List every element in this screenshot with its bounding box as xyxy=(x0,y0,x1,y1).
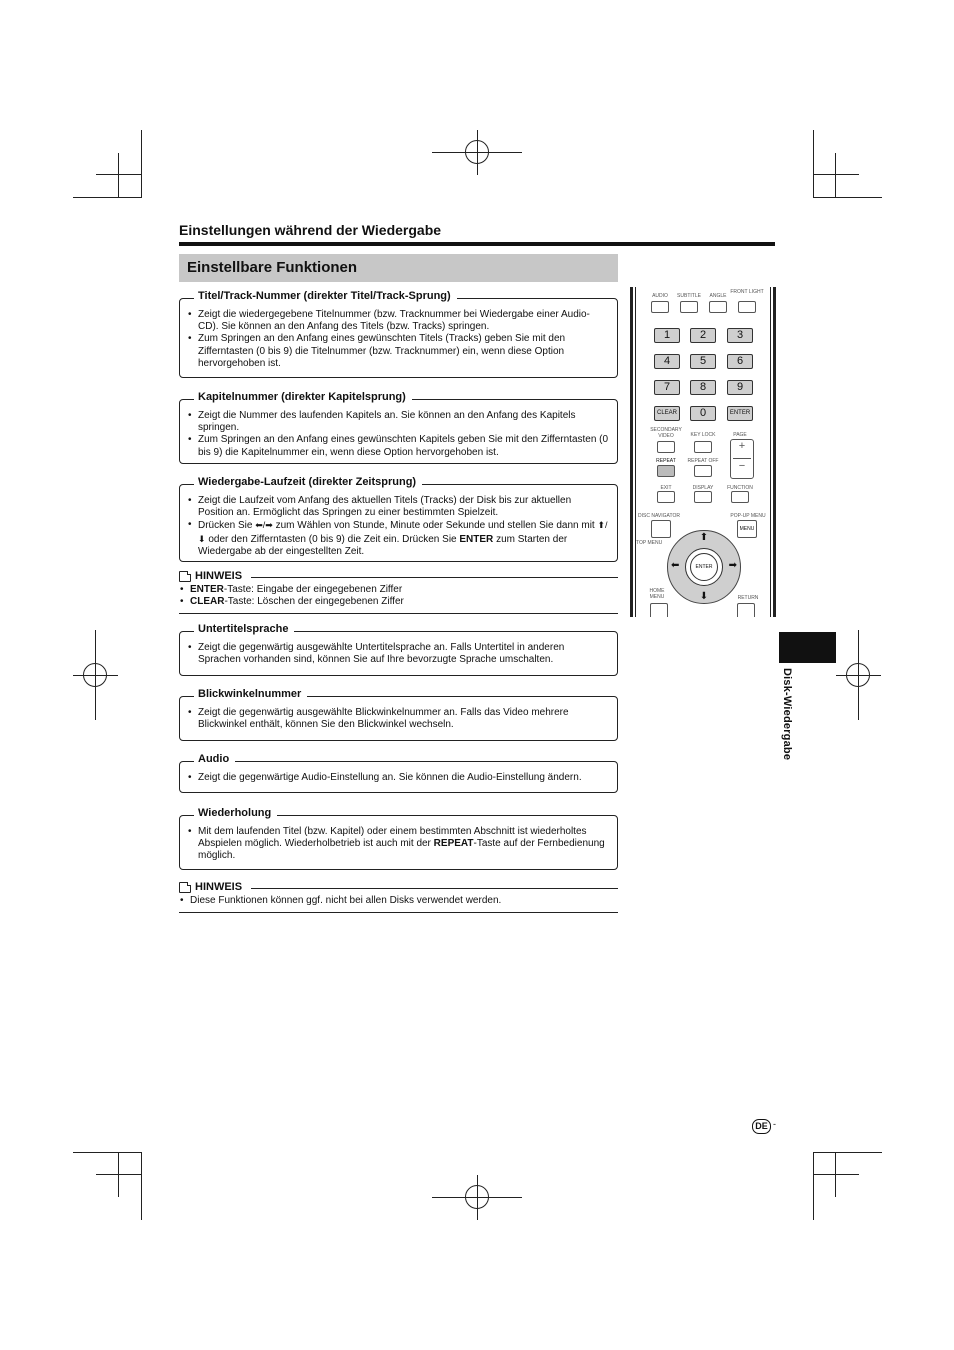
num-key-3: 3 xyxy=(727,328,753,343)
arrow-up-icon: ⬆ xyxy=(699,532,709,543)
clear-key: CLEAR xyxy=(654,406,680,421)
remote-control-illustration xyxy=(630,287,776,617)
repeat-key-ref: REPEAT xyxy=(433,838,474,850)
note-item: • Diese Funktionen können ggf. nicht bei allen Disks verwendet werden. xyxy=(179,895,501,907)
note-list xyxy=(179,895,501,907)
box-playback-time xyxy=(179,476,618,562)
page-title: Einstellbare Funktionen xyxy=(179,254,618,282)
remote-label-function: FUNCTION xyxy=(727,485,753,491)
remote-label-home-menu: HOME MENU xyxy=(649,588,665,600)
remote-label-angle: ANGLE xyxy=(709,293,727,299)
chapter-side-label: Disk-Wiedergabe xyxy=(781,668,793,761)
note-item: • CLEAR-Taste: Löschen der eingegebenen Ziffer xyxy=(179,596,404,608)
box-heading: Audio xyxy=(194,753,235,765)
remote-label-repeat-off: REPEAT OFF xyxy=(687,458,719,464)
section-rule xyxy=(179,242,775,246)
remote-label-page: PAGE xyxy=(733,432,747,438)
remote-label-display: DISPLAY xyxy=(692,485,714,491)
bullet-item: • Zeigt die wiedergegebene Titelnummer (bzw. Tracknummer bei Wiedergabe einer Audio-CD). Sie können an den Anfang des Titels (bzw. Tracks) springen. xyxy=(186,309,609,333)
bullet-item: • Zeigt die gegenwärtige Audio-Einstellung an. Sie können die Audio-Einstellung ändern. xyxy=(186,772,609,784)
num-key-4: 4 xyxy=(654,354,680,369)
box-subtitle-language xyxy=(179,623,618,676)
remote-label-disc-navigator: DISC NAVIGATOR xyxy=(638,513,680,519)
key-lock-key xyxy=(694,441,712,453)
bullet-item: • Zeigt die Nummer des laufenden Kapitels an. Sie können an den Anfang des Kapitels springen. xyxy=(186,410,609,434)
dpad-enter-key: ENTER xyxy=(690,553,718,581)
note-icon xyxy=(179,882,191,893)
page-number-suffix: - xyxy=(773,1119,776,1129)
remote-label-subtitle: SUBTITLE xyxy=(677,293,701,299)
box-audio xyxy=(179,753,618,793)
bullet-list xyxy=(186,410,609,459)
return-key xyxy=(737,603,755,617)
box-heading: Wiederholung xyxy=(194,807,277,819)
bullet-list xyxy=(186,772,609,784)
page-rocker: + − xyxy=(730,439,754,479)
arrow-right-icon: ➡ xyxy=(728,560,737,571)
language-badge: DE xyxy=(752,1119,771,1134)
remote-label-secondary-video: SECONDARY VIDEO xyxy=(650,427,682,439)
remote-label-audio: AUDIO xyxy=(652,293,668,299)
section-heading: Einstellungen während der Wiedergabe xyxy=(179,222,442,238)
angle-key xyxy=(709,301,727,313)
bullet-list xyxy=(186,309,609,370)
box-angle-number xyxy=(179,688,618,741)
bullet-item: • Zum Springen an den Anfang eines gewünschten Kapitels geben Sie mit den Zifferntasten (0 bis 9) die Kapitelnummer ein, wenn diese Option hervorgehoben ist. xyxy=(186,434,609,458)
remote-label-repeat: REPEAT xyxy=(656,458,676,464)
num-key-5: 5 xyxy=(690,354,716,369)
bullet-item: • Zeigt die gegenwärtig ausgewählte Blickwinkelnummer an. Falls das Video mehrere Blickwinkel enthält, können Sie den Blickwinkel wechseln. xyxy=(186,707,609,731)
remote-label-key-lock: KEY LOCK xyxy=(690,432,716,438)
chapter-side-tab xyxy=(779,632,836,663)
repeat-key xyxy=(657,465,675,477)
remote-label-front-light: FRONT LIGHT xyxy=(730,289,764,295)
bullet-list xyxy=(186,495,609,558)
front-light-key xyxy=(738,301,756,313)
subtitle-key xyxy=(680,301,698,313)
bullet-item: • Drücken Sie ⬅/➡ zum Wählen von Stunde, Minute oder Sekunde und stellen Sie dann mit ⬆/⬇ oder den Zifferntasten (0 bis 9) die Zeit ein. Drücken Sie ENTER zum Starten der Wiedergabe ab der eingestellten Zeit. xyxy=(186,519,609,558)
num-key-2: 2 xyxy=(690,328,716,343)
secondary-video-key xyxy=(657,441,675,453)
bullet-list xyxy=(186,707,609,731)
box-chapter-number xyxy=(179,391,618,464)
note-label: HINWEIS xyxy=(195,881,243,893)
box-heading: Wiedergabe-Laufzeit (direkter Zeitsprung) xyxy=(194,476,422,488)
home-menu-key xyxy=(650,603,668,617)
note-hinweis-2 xyxy=(179,881,618,914)
num-key-6: 6 xyxy=(727,354,753,369)
num-key-1: 1 xyxy=(654,328,680,343)
arrow-down-icon: ⬇ xyxy=(699,591,709,602)
num-key-7: 7 xyxy=(654,380,680,395)
bullet-list xyxy=(186,826,609,863)
note-item: • ENTER-Taste: Eingabe der eingegebenen Ziffer xyxy=(179,584,404,596)
num-key-8: 8 xyxy=(690,380,716,395)
box-title-track-number xyxy=(179,290,618,378)
bullet-item: • Mit dem laufenden Titel (bzw. Kapitel) oder einem bestimmten Abschnitt ist wiederholtes Abspielen möglich. Wiederholbetrieb ist auch mit der REPEAT-Taste auf der Fernbedienung möglich. xyxy=(186,826,609,863)
left-right-arrow-icon: ⬅/➡ xyxy=(255,520,273,531)
display-key xyxy=(694,491,712,503)
bullet-item: • Zum Springen an den Anfang eines gewünschten Titels (Tracks) geben Sie mit den Zifferntasten (0 bis 9) die Titelnummer (bzw. Tracknummer) ein, wenn diese Option hervorgehoben ist. xyxy=(186,333,609,370)
bullet-list xyxy=(186,642,609,666)
note-list xyxy=(179,584,404,608)
repeat-off-key xyxy=(694,465,712,477)
bullet-item: • Zeigt die gegenwärtig ausgewählte Untertitelsprache an. Falls Untertitel in anderen Sprachen vorhanden sind, können Sie auf Ihre bevorzugte Sprache umschalten. xyxy=(186,642,609,666)
box-heading: Blickwinkelnummer xyxy=(194,688,307,700)
dpad xyxy=(667,530,741,604)
exit-key xyxy=(657,491,675,503)
note-icon xyxy=(179,571,191,582)
note-hinweis-1 xyxy=(179,570,618,615)
enter-key-ref: ENTER xyxy=(459,533,494,545)
menu-key: MENU xyxy=(737,520,757,538)
function-key xyxy=(731,491,749,503)
box-heading: Untertitelsprache xyxy=(194,623,294,635)
num-key-9: 9 xyxy=(727,380,753,395)
box-heading: Titel/Track-Nummer (direkter Titel/Track-Sprung) xyxy=(194,290,457,302)
remote-label-popup-menu: POP-UP MENU xyxy=(730,513,766,519)
note-label: HINWEIS xyxy=(195,570,243,582)
remote-label-exit: EXIT xyxy=(660,485,672,491)
box-heading: Kapitelnummer (direkter Kapitelsprung) xyxy=(194,391,412,403)
remote-label-return: RETURN xyxy=(737,595,759,601)
enter-key: ENTER xyxy=(727,406,753,421)
audio-key xyxy=(651,301,669,313)
remote-label-top-menu: TOP MENU xyxy=(636,540,663,546)
box-repeat xyxy=(179,807,618,870)
arrow-left-icon: ⬅ xyxy=(671,560,680,571)
up-down-arrow-icon: ⬆/⬇ xyxy=(198,520,608,544)
bullet-item: • Zeigt die Laufzeit vom Anfang des aktuellen Titels (Tracks) der Disk bis zur aktuellen Position an. Ermöglicht das Springen zu einer bestimmten Spielzeit. xyxy=(186,495,609,519)
num-key-0: 0 xyxy=(690,406,716,421)
